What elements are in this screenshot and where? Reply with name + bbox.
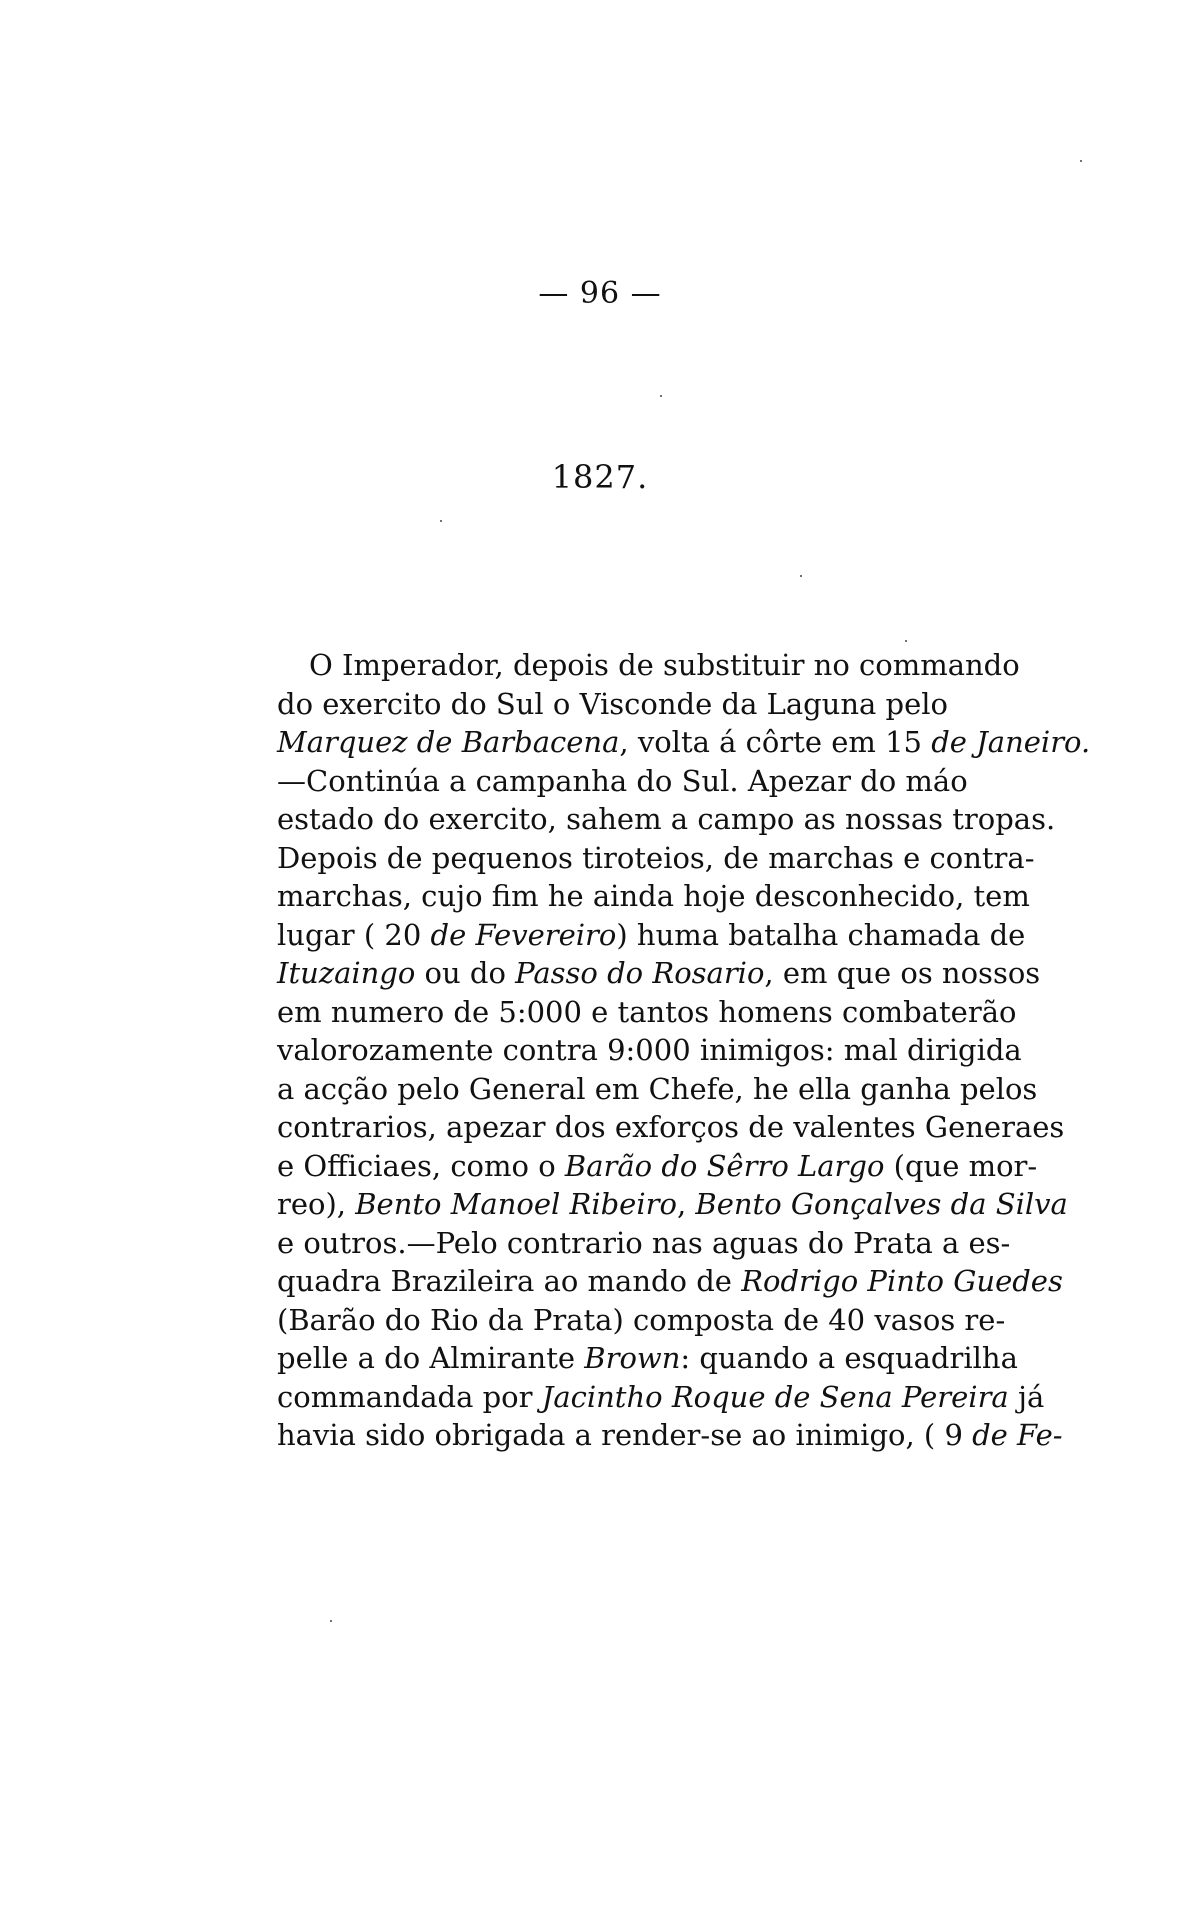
paper-speck: [440, 520, 442, 522]
text-run: lugar ( 20: [277, 917, 431, 952]
text-run: contrarios, apezar dos exforços de valentes Generaes: [277, 1110, 1065, 1144]
italic-run: de Janeiro.: [931, 725, 1091, 759]
text-run: (que mor-: [884, 1148, 1038, 1183]
text-line: [277, 1416, 1063, 1455]
text-line: [277, 1185, 1068, 1224]
italic-run: de Fe-: [972, 1418, 1063, 1452]
page-number: — 96 —: [538, 276, 662, 311]
italic-run: Ituzaingo: [277, 956, 416, 990]
text-line: [277, 954, 1041, 993]
text-run: havia sido obrigada a render-se ao inimigo, ( 9: [277, 1418, 973, 1452]
text-run: do exercito do Sul o Visconde da Laguna pelo: [277, 686, 949, 721]
text-run: valorozamente contra 9:000 inimigos: mal dirigida: [277, 1033, 1022, 1067]
paper-speck: [800, 575, 802, 577]
text-line: [277, 839, 1035, 878]
text-run: pelle a do Almirante: [277, 1341, 585, 1375]
text-run: Depois de pequenos tiroteios, de marchas e contra-: [277, 840, 1035, 875]
text-run: ,: [676, 1187, 696, 1221]
text-run: e outros.—Pelo contrario nas aguas do Prata a es-: [277, 1225, 1011, 1260]
text-run: (Barão do Rio da Prata) composta de 40 vasos re-: [277, 1302, 1006, 1337]
italic-run: Passo do Rosario: [515, 956, 765, 990]
text-run: , em que os nossos: [764, 956, 1041, 990]
paper-speck: [1080, 160, 1082, 162]
italic-run: Jacintho Roque de Sena Pereira: [541, 1379, 1009, 1414]
text-run: ou do: [415, 956, 516, 990]
text-run: já: [1008, 1379, 1045, 1414]
year-heading: 1827.: [551, 458, 649, 496]
text-run: commandada por: [277, 1379, 542, 1414]
paper-speck: [330, 1620, 332, 1622]
text-line: [277, 1031, 1022, 1070]
text-run: —Continúa a campanha do Sul. Apezar do máo: [277, 763, 968, 798]
text-run: em numero de 5:000 e tantos homens combaterão: [277, 994, 1017, 1029]
text-run: estado do exercito, sahem a campo as nossas tropas.: [277, 802, 1056, 836]
text-line: [277, 993, 1017, 1032]
text-line: [277, 1224, 1011, 1263]
text-run: O Imperador, depois de substituir no commando: [309, 648, 1020, 682]
text-line: [277, 1339, 1018, 1378]
italic-run: Bento Manoel Ribeiro: [355, 1187, 677, 1221]
italic-run: Brown: [584, 1341, 681, 1375]
text-run: a acção pelo General em Chefe, he ella ganha pelos: [277, 1071, 1038, 1106]
text-run: marchas, cujo fim he ainda hoje desconhecido, tem: [277, 879, 1030, 913]
text-line: [277, 1378, 1045, 1417]
text-line: [277, 800, 1056, 839]
paper-speck: [660, 395, 662, 397]
text-line: [277, 1301, 1006, 1340]
paper-speck: [905, 640, 907, 642]
text-line: [277, 723, 1091, 762]
text-line: [277, 1262, 1063, 1301]
italic-run: de Fevereiro: [430, 917, 617, 952]
text-run: e Officiaes, como o: [277, 1148, 565, 1183]
text-line: [277, 916, 1026, 955]
text-line: [277, 762, 968, 801]
italic-run: Bento Gonçalves da Silva: [695, 1187, 1068, 1221]
text-run: reo),: [277, 1187, 356, 1221]
text-line: [277, 1108, 1065, 1147]
italic-run: Marquez de Barbacena: [277, 725, 620, 759]
italic-run: Barão do Sêrro Largo: [564, 1148, 885, 1183]
text-run: , volta á côrte em 15: [619, 725, 932, 759]
text-run: : quando a esquadrilha: [680, 1341, 1018, 1375]
text-run: ) huma batalha chamada de: [616, 917, 1026, 952]
italic-run: Rodrigo Pinto Guedes: [741, 1264, 1063, 1298]
text-line: [277, 646, 1020, 685]
text-line: [277, 685, 947, 724]
text-line: [277, 1070, 1038, 1109]
text-line: [277, 877, 1030, 916]
body-text: [277, 646, 1091, 1455]
text-line: [277, 1147, 1038, 1186]
text-run: quadra Brazileira ao mando de: [277, 1264, 742, 1298]
